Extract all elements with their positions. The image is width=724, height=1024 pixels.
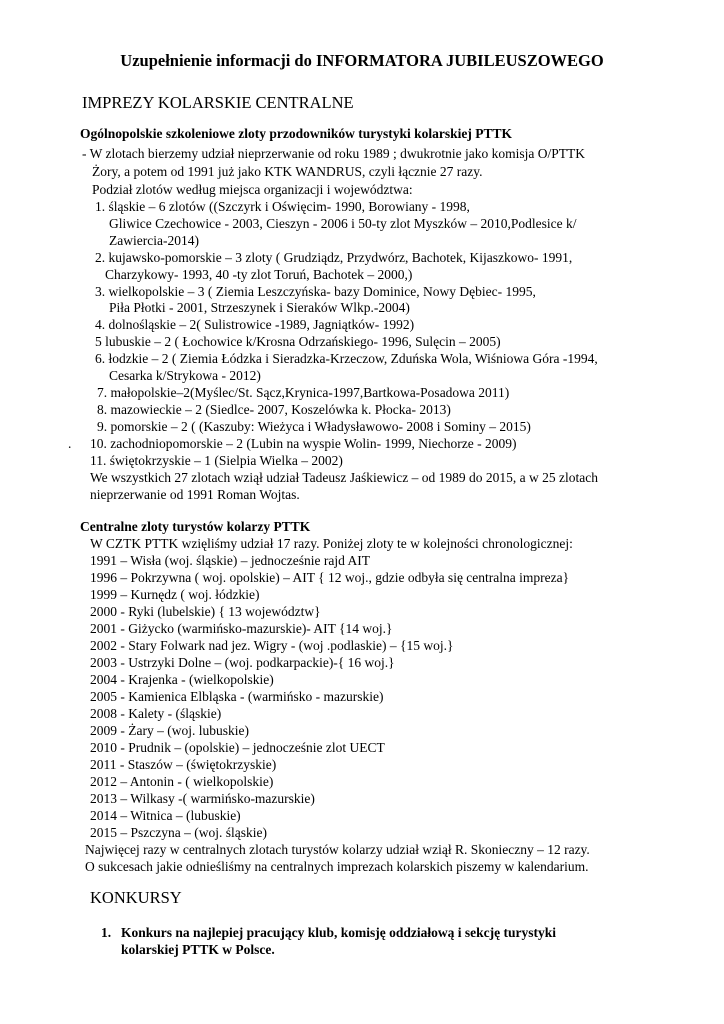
- text-line: O sukcesach jakie odnieśliśmy na centralnych imprezach kolarskich piszemy w kalendarium.: [85, 859, 589, 874]
- list-item: 2014 – Witnica – (lubuskie): [90, 808, 241, 823]
- text-line: Najwięcej razy w centralnych zlotach turystów kolarzy udział wziął R. Skonieczny – 12 razy.: [85, 842, 590, 857]
- section-heading-konkursy: KONKURSY: [90, 888, 182, 907]
- text-line: nieprzerwanie od 1991 Roman Wojtas.: [90, 487, 300, 502]
- subheading-zloty-przodownikow: Ogólnopolskie szkoleniowe zloty przodowników turystyki kolarskiej PTTK: [80, 126, 513, 141]
- list-item: 10. zachodniopomorskie – 2 (Lubin na wyspie Wolin- 1999, Niechorze - 2009): [90, 436, 517, 451]
- list-item: 2010 - Prudnik – (opolskie) – jednocześnie zlot UECT: [90, 740, 385, 755]
- list-item: 9. pomorskie – 2 ( (Kaszuby: Wieżyca i Władysławowo- 2008 i Sominy – 2015): [97, 419, 531, 434]
- list-item: 2000 - Ryki (lubelskie) { 13 województw}: [90, 604, 321, 619]
- konkurs-item-number: 1.: [101, 925, 112, 940]
- list-item: 1991 – Wisła (woj. śląskie) – jednocześnie rajd AIT: [90, 553, 371, 568]
- list-item: 2005 - Kamienica Elbląska - (warmińsko - mazurskie): [90, 689, 384, 704]
- list-item: 2002 - Stary Folwark nad jez. Wigry - (woj .podlaskie) – {15 woj.}: [90, 638, 454, 653]
- document-title: Uzupełnienie informacji do INFORMATORA JUBILEUSZOWEGO: [120, 51, 604, 70]
- list-item: 3. wielkopolskie – 3 ( Ziemia Leszczyńska- bazy Dominice, Nowy Dębiec- 1995,: [95, 284, 536, 299]
- konkurs-item-text: kolarskiej PTTK w Polsce.: [121, 942, 275, 957]
- list-item-continuation: Cesarka k/Strykowa - 2012): [109, 368, 261, 383]
- text-line: Żory, a potem od 1991 już jako KTK WANDRUS, czyli łącznie 27 razy.: [92, 164, 483, 179]
- list-item: 2009 - Żary – (woj. lubuskie): [90, 723, 249, 738]
- text-line: - W zlotach bierzemy udział nieprzerwanie od roku 1989 ; dwukrotnie jako komisja O/PTTK: [82, 146, 585, 161]
- subheading-centralne-zloty: Centralne zloty turystów kolarzy PTTK: [80, 519, 311, 534]
- text-line: We wszystkich 27 zlotach wziął udział Tadeusz Jaśkiewicz – od 1989 do 2015, a w 25 zlotach: [90, 470, 598, 485]
- list-item-continuation: Piła Płotki - 2001, Strzeszynek i Sieraków Wlkp.-2004): [109, 300, 410, 315]
- list-item: 2. kujawsko-pomorskie – 3 zloty ( Grudziądz, Przydwórz, Bachotek, Kijaszkowo- 1991,: [95, 250, 573, 265]
- list-item: 2013 – Wilkasy -( warmińsko-mazurskie): [90, 791, 315, 806]
- list-item: 11. świętokrzyskie – 1 (Sielpia Wielka – 2002): [90, 453, 343, 468]
- list-item: 1996 – Pokrzywna ( woj. opolskie) – AIT { 12 woj., gdzie odbyła się centralna impreza}: [90, 570, 570, 585]
- text-line: W CZTK PTTK wzięliśmy udział 17 razy. Poniżej zloty te w kolejności chronologicznej:: [90, 536, 573, 551]
- list-item-continuation: Zawiercia-2014): [109, 233, 199, 248]
- konkurs-item-text: Konkurs na najlepiej pracujący klub, komisję oddziałową i sekcję turystyki: [121, 925, 557, 940]
- list-item-continuation: Charzykowy- 1993, 40 -ty zlot Toruń, Bachotek – 2000,): [105, 267, 413, 282]
- list-item: 2012 – Antonin - ( wielkopolskie): [90, 774, 274, 789]
- list-item: 1. śląskie – 6 zlotów ((Szczyrk i Oświęcim- 1990, Borowiany - 1998,: [95, 199, 470, 214]
- list-item: 2001 - Giżycko (warmińsko-mazurskie)- AIT {14 woj.}: [90, 621, 393, 636]
- list-item: 2008 - Kalety - (śląskie): [90, 706, 222, 721]
- list-item: 6. łodzkie – 2 ( Ziemia Łódzka i Sieradzka-Krzeczow, Zduńska Wola, Wiśniowa Góra -1994,: [95, 351, 598, 366]
- list-item: 2003 - Ustrzyki Dolne – (woj. podkarpackie)-{ 16 woj.}: [90, 655, 395, 670]
- list-item: 4. dolnośląskie – 2( Sulistrowice -1989, Jagniątków- 1992): [95, 317, 415, 332]
- stray-dot: .: [68, 436, 72, 451]
- section-heading-imprezy: IMPREZY KOLARSKIE CENTRALNE: [82, 93, 354, 112]
- list-item: 7. małopolskie–2(Myślec/St. Sącz,Krynica-1997,Bartkowa-Posadowa 2011): [97, 385, 510, 400]
- list-item: 2015 – Pszczyna – (woj. śląskie): [90, 825, 267, 840]
- list-item: 2004 - Krajenka - (wielkopolskie): [90, 672, 274, 687]
- list-item: 8. mazowieckie – 2 (Siedlce- 2007, Koszelówka k. Płocka- 2013): [97, 402, 451, 417]
- list-item: 1999 – Kurnędz ( woj. łódzkie): [90, 587, 260, 602]
- list-item: 5 lubuskie – 2 ( Łochowice k/Krosna Odrzańskiego- 1996, Sulęcin – 2005): [95, 334, 501, 349]
- list-item-continuation: Gliwice Czechowice - 2003, Cieszyn - 2006 i 50-ty zlot Myszków – 2010,Podlesice k/: [109, 216, 577, 231]
- list-item: 2011 - Staszów – (świętokrzyskie): [90, 757, 277, 772]
- text-line: Podział zlotów według miejsca organizacji i województwa:: [92, 182, 413, 197]
